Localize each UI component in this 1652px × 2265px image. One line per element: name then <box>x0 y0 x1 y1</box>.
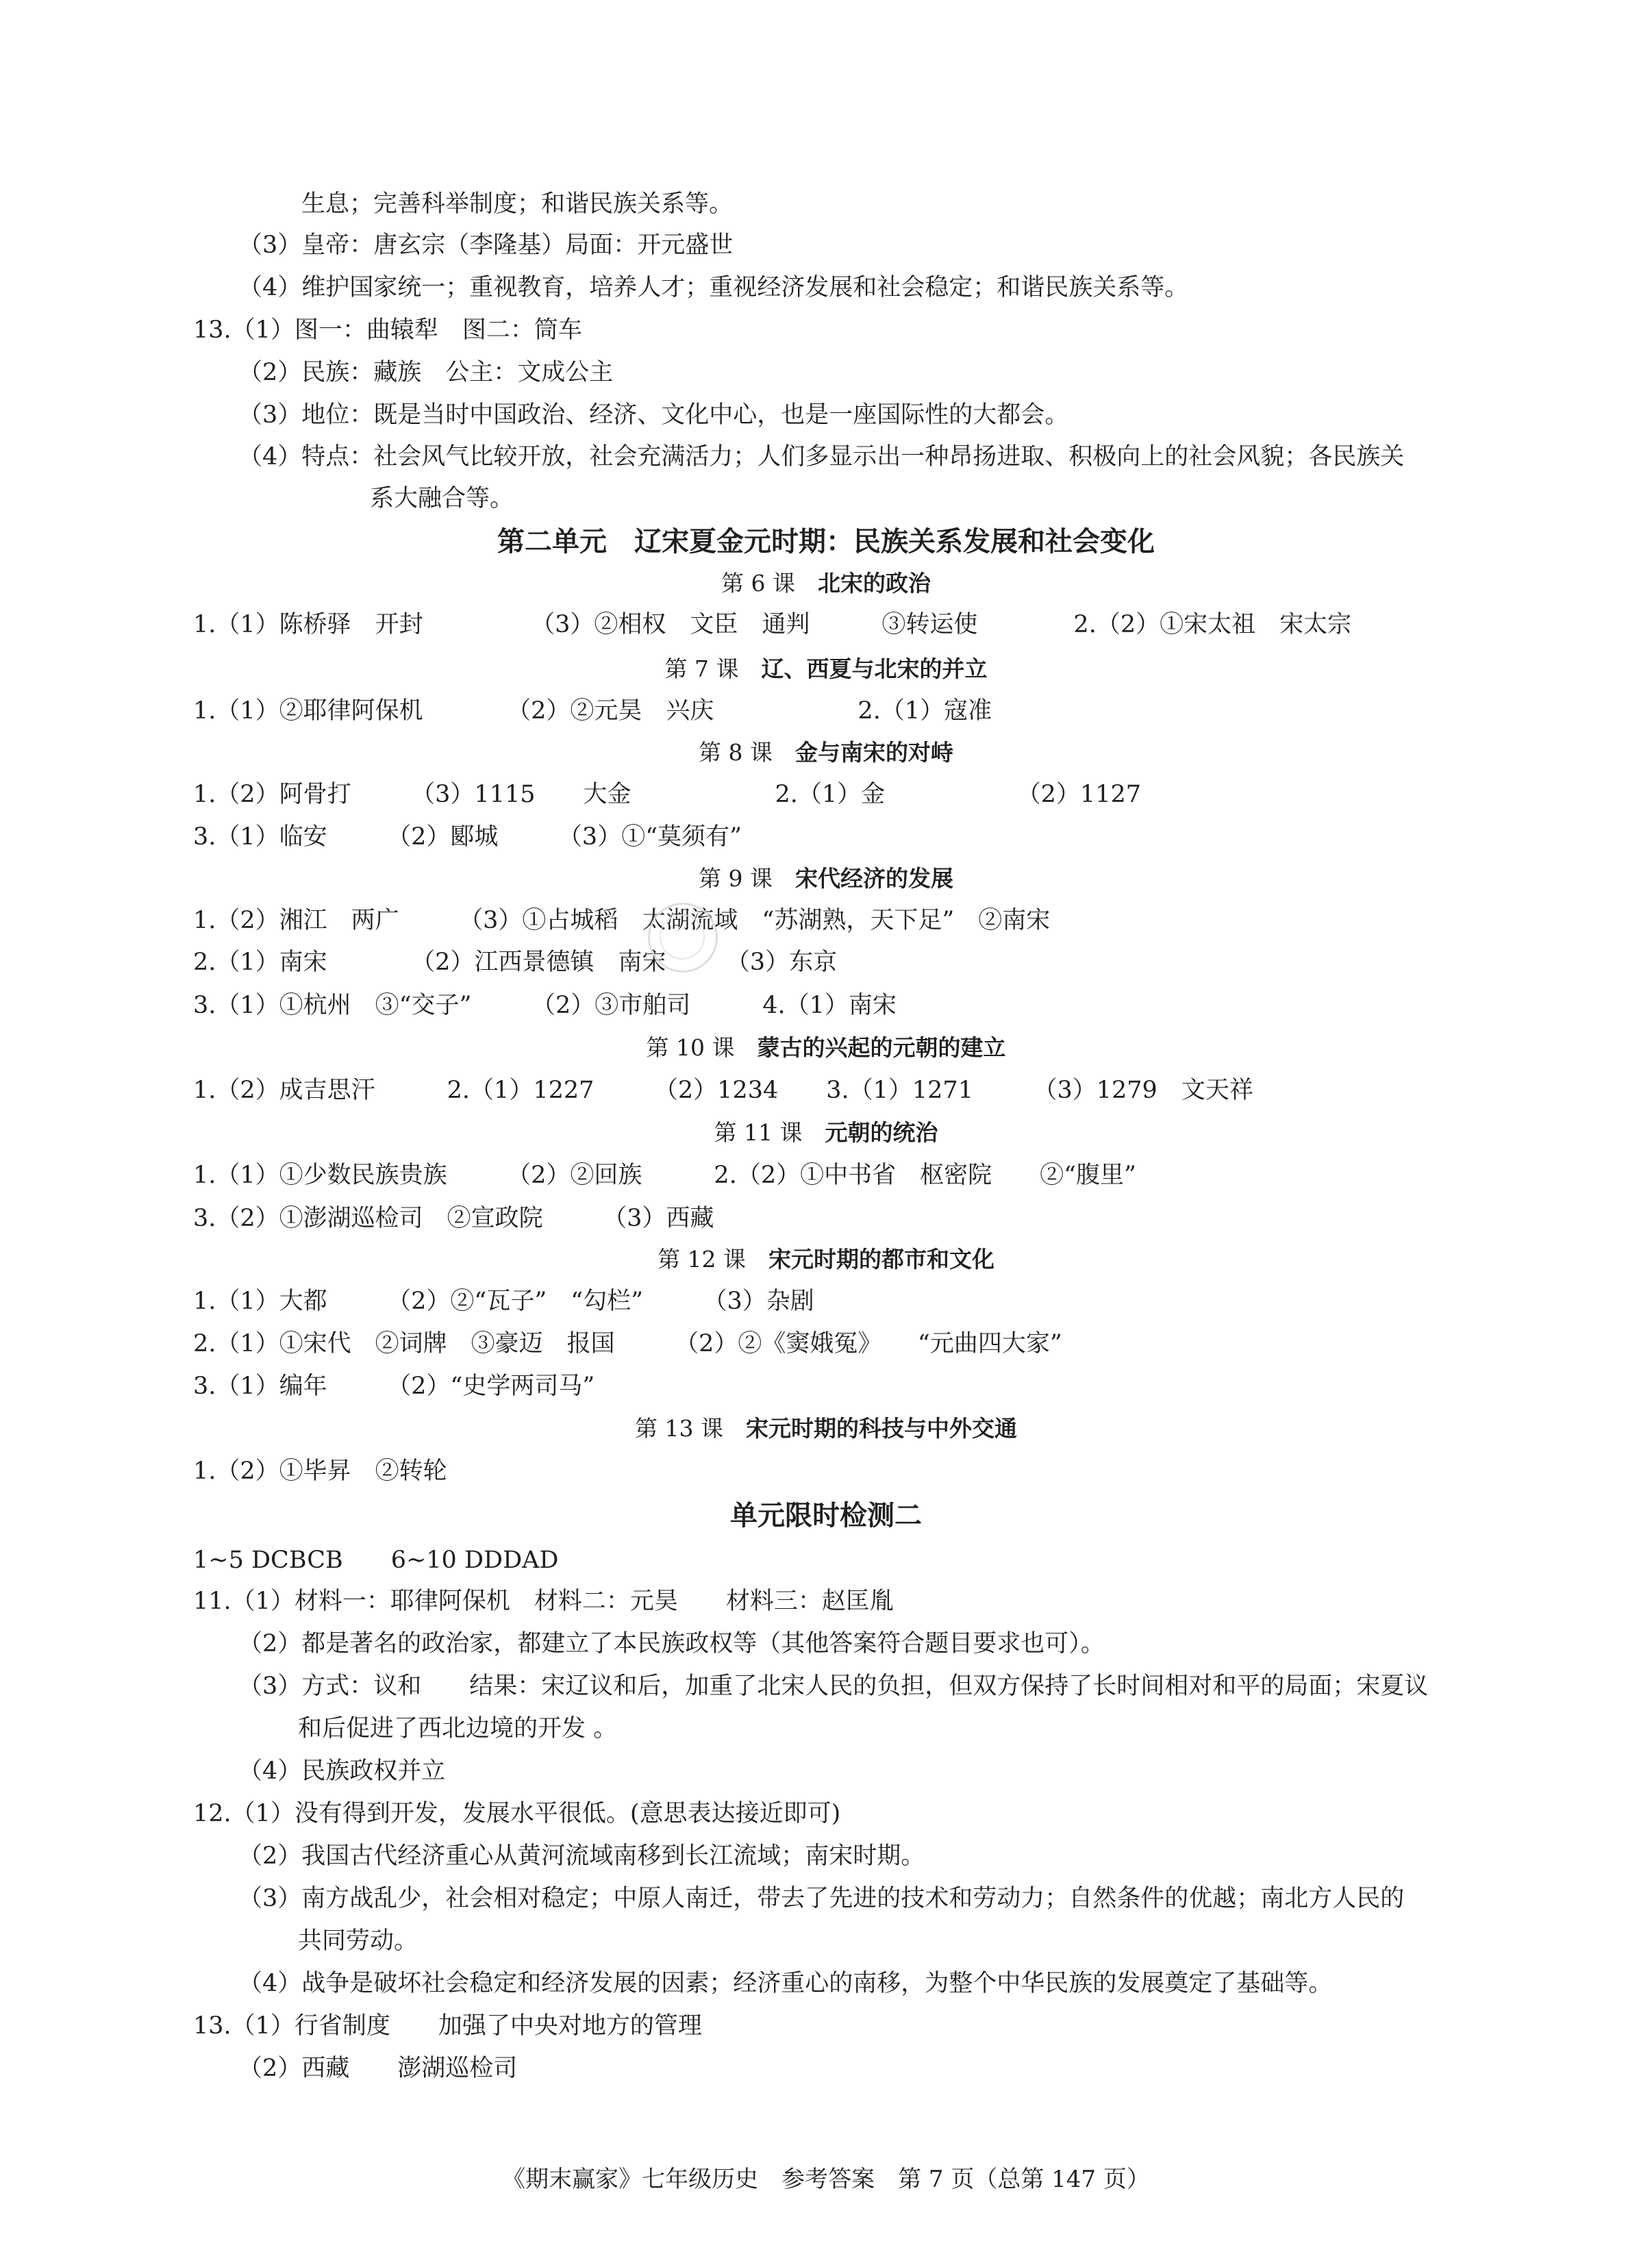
answer-line: 共同劳动。 <box>298 1927 418 1955</box>
answer-line: 1.（2）成吉思汗 2.（1）1227 （2）1234 3.（1）1271 （3）1279 文天祥 <box>193 1077 1253 1104</box>
answer-line: （4）战争是破坏社会稳定和经济发展的因素；经济重心的南移，为整个中华民族的发展奠定了基础等。 <box>238 1970 1333 1997</box>
answer-line: （4）民族政权并立 <box>238 1757 446 1785</box>
answer-line: 1.（1）①少数民族贵族 （2）②回族 2.（2）①中书省 枢密院 ②“腹里” <box>193 1162 1136 1189</box>
stamp-mark <box>648 903 718 973</box>
answer-line: 1.（2）阿骨打 （3）1115 大金 2.（1）金 （2）1127 <box>193 781 1142 808</box>
answer-line: （4）维护国家统一；重视教育，培养人才；重视经济发展和社会稳定；和谐民族关系等。 <box>238 274 1189 301</box>
answer-line: （2）都是著名的政治家，都建立了本民族政权等（其他答案符合题目要求也可）。 <box>238 1630 1105 1657</box>
unit-title: 第二单元 辽宋夏金元时期：民族关系发展和社会变化 <box>497 526 1155 558</box>
answer-line: 13.（1）行省制度 加强了中央对地方的管理 <box>193 2012 702 2040</box>
answer-line: 生息；完善科举制度；和谐民族关系等。 <box>301 190 734 218</box>
answer-line: 1~5 DCBCB 6~10 DDDAD <box>193 1547 559 1574</box>
answer-line: 12.（1）没有得到开发，发展水平很低。(意思表达接近即可) <box>193 1800 841 1827</box>
lesson-title: 第 6 课 北宋的政治 <box>721 570 931 597</box>
answer-line: 3.（1）①杭州 ③“交子” （2）③市舶司 4.（1）南宋 <box>193 992 897 1019</box>
answer-line: （3）南方战乱少，社会相对稳定；中原人南迁，带去了先进的技术和劳动力；自然条件的优越；南北方人民的 <box>238 1885 1405 1912</box>
answer-line: 1.（1）陈桥驿 开封 （3）②相权 文臣 通判 ③转运使 2.（2）①宋太祖 宋太宗 <box>193 611 1352 638</box>
answer-line: （2）西藏 澎湖巡检司 <box>238 2055 518 2082</box>
answer-line: 3.（1）临安 （2）郾城 （3）①“莫须有” <box>193 823 742 851</box>
answer-line: 3.（2）①澎湖巡检司 ②宣政院 （3）西藏 <box>193 1205 714 1232</box>
answer-line: 和后促进了西北边境的开发 。 <box>298 1715 618 1742</box>
answer-line: （4）特点：社会风气比较开放，社会充满活力；人们多显示出一种昂扬进取、积极向上的社会风貌；各民族关 <box>238 443 1405 471</box>
answer-line: 系大融合等。 <box>370 485 514 512</box>
lesson-title: 第 8 课 金与南宋的对峙 <box>699 739 953 766</box>
answer-line: 1.（2）①毕昇 ②转轮 <box>193 1457 447 1485</box>
lesson-title: 第 7 课 辽、西夏与北宋的并立 <box>664 655 988 682</box>
page-footer: 《期末赢家》七年级历史 参考答案 第 7 页（总第 147 页） <box>502 2166 1150 2193</box>
lesson-title: 第 9 课 宋代经济的发展 <box>699 865 953 892</box>
lesson-title: 第 13 课 宋元时期的科技与中外交通 <box>635 1415 1017 1442</box>
lesson-title: 第 10 课 蒙古的兴起的元朝的建立 <box>646 1034 1006 1061</box>
answer-line: 1.（2）湘江 两广 （3）①占城稻 太湖流域 “苏湖熟，天下足” ②南宋 <box>193 907 1051 934</box>
test-title: 单元限时检测二 <box>730 1500 922 1531</box>
answer-line: 1.（1）②耶律阿保机 （2）②元昊 兴庆 2.（1）寇准 <box>193 697 992 725</box>
answer-line: 11.（1）材料一：耶律阿保机 材料二：元昊 材料三：赵匡胤 <box>193 1588 894 1615</box>
answer-line: （2）我国古代经济重心从黄河流域南移到长江流域；南宋时期。 <box>238 1842 925 1870</box>
lesson-title: 第 12 课 宋元时期的都市和文化 <box>658 1246 994 1273</box>
answer-line: 13.（1）图一：曲辕犁 图二：筒车 <box>193 316 582 344</box>
answer-line: （2）民族：藏族 公主：文成公主 <box>238 359 614 386</box>
answer-line: （3）方式：议和 结果：宋辽议和后，加重了北宋人民的负担，但双方保持了长时间相对和平的局面；宋夏议 <box>238 1673 1429 1700</box>
answer-line: （3）地位：既是当时中国政治、经济、文化中心，也是一座国际性的大都会。 <box>238 401 1069 429</box>
answer-line: （3）皇帝：唐玄宗（李隆基）局面：开元盛世 <box>238 231 734 259</box>
answer-line: 2.（1）①宋代 ②词牌 ③豪迈 报国 （2）②《窦娥冤》 “元曲四大家” <box>193 1330 1062 1357</box>
answer-line: 1.（1）大都 （2）②“瓦子” “勾栏” （3）杂剧 <box>193 1288 814 1315</box>
lesson-title: 第 11 课 元朝的统治 <box>714 1119 938 1146</box>
answer-line: 2.（1）南宋 （2）江西景德镇 南宋 （3）东京 <box>193 949 838 976</box>
answer-line: 3.（1）编年 （2）“史学两司马” <box>193 1373 595 1400</box>
